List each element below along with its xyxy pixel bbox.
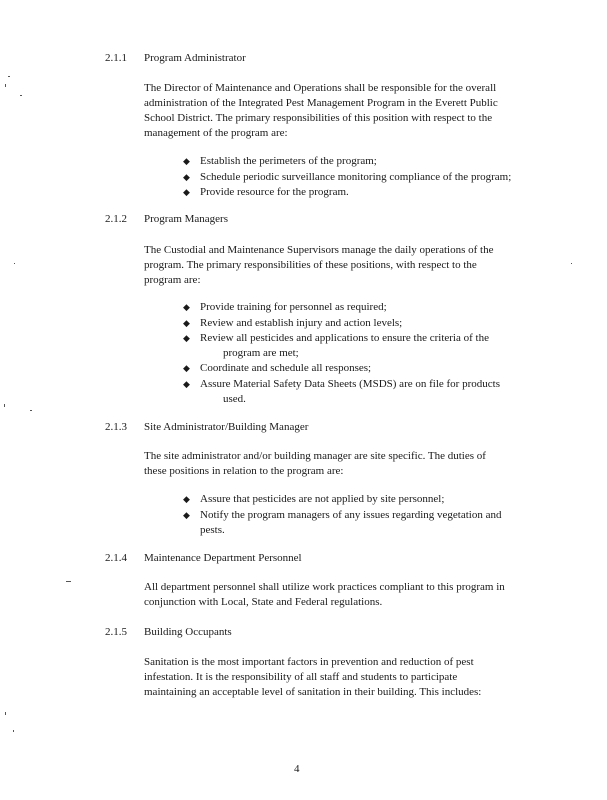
paragraph-line: School District. The primary responsibilities of this position with respect to the (144, 112, 493, 124)
section-number: 2.1.2 (105, 213, 127, 225)
scan-speck (14, 263, 15, 264)
paragraph-line: The Custodial and Maintenance Supervisors manage the daily operations of the (144, 244, 494, 256)
diamond-bullet-icon: ◆ (183, 333, 190, 343)
scan-speck (571, 263, 572, 264)
diamond-bullet-icon: ◆ (183, 187, 190, 197)
bullet-item (183, 300, 560, 315)
section-title: Site Administrator/Building Manager (144, 421, 309, 433)
scan-speck (13, 730, 14, 732)
scan-speck (5, 712, 6, 715)
bullet-item (183, 377, 560, 407)
paragraph-line: infestation. It is the responsibility of all staff and students to participate (144, 671, 458, 683)
bullet-item (183, 508, 560, 538)
section-number: 2.1.3 (105, 421, 127, 433)
section-paragraph (144, 580, 564, 610)
bullet-item (183, 154, 560, 169)
bullet-text: Schedule periodic surveillance monitoring compliance of the program; (200, 171, 512, 183)
paragraph-line: The site administrator and/or building manager are site specific. The duties of (144, 450, 486, 462)
bullet-text: Establish the perimeters of the program; (200, 155, 377, 167)
scan-speck (20, 95, 22, 96)
bullet-text: Notify the program managers of any issues regarding vegetation and (200, 509, 502, 521)
bullet-text-continued: used. (223, 393, 246, 405)
bullet-text-continued: program are met; (223, 347, 299, 359)
paragraph-line: All department personnel shall utilize work practices compliant to this program in (144, 581, 505, 593)
scan-speck (66, 581, 71, 582)
paragraph-line: these positions in relation to the program are: (144, 465, 344, 477)
diamond-bullet-icon: ◆ (183, 363, 190, 373)
diamond-bullet-icon: ◆ (183, 302, 190, 312)
diamond-bullet-icon: ◆ (183, 172, 190, 182)
paragraph-line: administration of the Integrated Pest Management Program in the Everett Public (144, 97, 498, 109)
paragraph-line: management of the program are: (144, 127, 288, 139)
bullet-text: Provide training for personnel as required; (200, 301, 387, 313)
paragraph-line: conjunction with Local, State and Federal regulations. (144, 596, 383, 608)
section-title: Program Managers (144, 213, 229, 225)
diamond-bullet-icon: ◆ (183, 379, 190, 389)
section-paragraph (144, 81, 564, 141)
bullet-item (183, 316, 560, 331)
scan-speck (8, 76, 10, 77)
bullet-text: Coordinate and schedule all responses; (200, 362, 372, 374)
section-paragraph (144, 449, 564, 479)
bullet-text: Review and establish injury and action levels; (200, 317, 403, 329)
section-title: Program Administrator (144, 52, 246, 64)
scan-speck (30, 410, 32, 411)
bullet-item (183, 361, 560, 376)
bullet-text: Provide resource for the program. (200, 186, 349, 198)
paragraph-line: program are: (144, 274, 201, 286)
diamond-bullet-icon: ◆ (183, 494, 190, 504)
scan-speck (5, 84, 6, 87)
paragraph-line: maintaining an acceptable level of sanitation in their building. This includes: (144, 686, 482, 698)
section-number: 2.1.4 (105, 552, 127, 564)
diamond-bullet-icon: ◆ (183, 510, 190, 520)
diamond-bullet-icon: ◆ (183, 156, 190, 166)
scan-speck (4, 404, 5, 407)
section-title: Building Occupants (144, 626, 232, 638)
diamond-bullet-icon: ◆ (183, 318, 190, 328)
bullet-text: Assure Material Safety Data Sheets (MSDS) are on file for products (200, 378, 500, 390)
bullet-text: Review all pesticides and applications to ensure the criteria of the (200, 332, 489, 344)
bullet-item (183, 331, 560, 361)
bullet-item (183, 185, 560, 200)
section-title: Maintenance Department Personnel (144, 552, 302, 564)
section-paragraph (144, 655, 564, 700)
paragraph-line: Sanitation is the most important factors in prevention and reduction of pest (144, 656, 474, 668)
section-number: 2.1.1 (105, 52, 127, 64)
bullet-text: Assure that pesticides are not applied by site personnel; (200, 493, 445, 505)
paragraph-line: The Director of Maintenance and Operations shall be responsible for the overall (144, 82, 497, 94)
page-number: 4 (294, 763, 300, 775)
bullet-text-continued: pests. (200, 524, 225, 536)
paragraph-line: program. The primary responsibilities of these positions, with respect to the (144, 259, 477, 271)
section-number: 2.1.5 (105, 626, 127, 638)
bullet-item (183, 170, 560, 185)
section-paragraph (144, 243, 564, 288)
bullet-item (183, 492, 560, 507)
